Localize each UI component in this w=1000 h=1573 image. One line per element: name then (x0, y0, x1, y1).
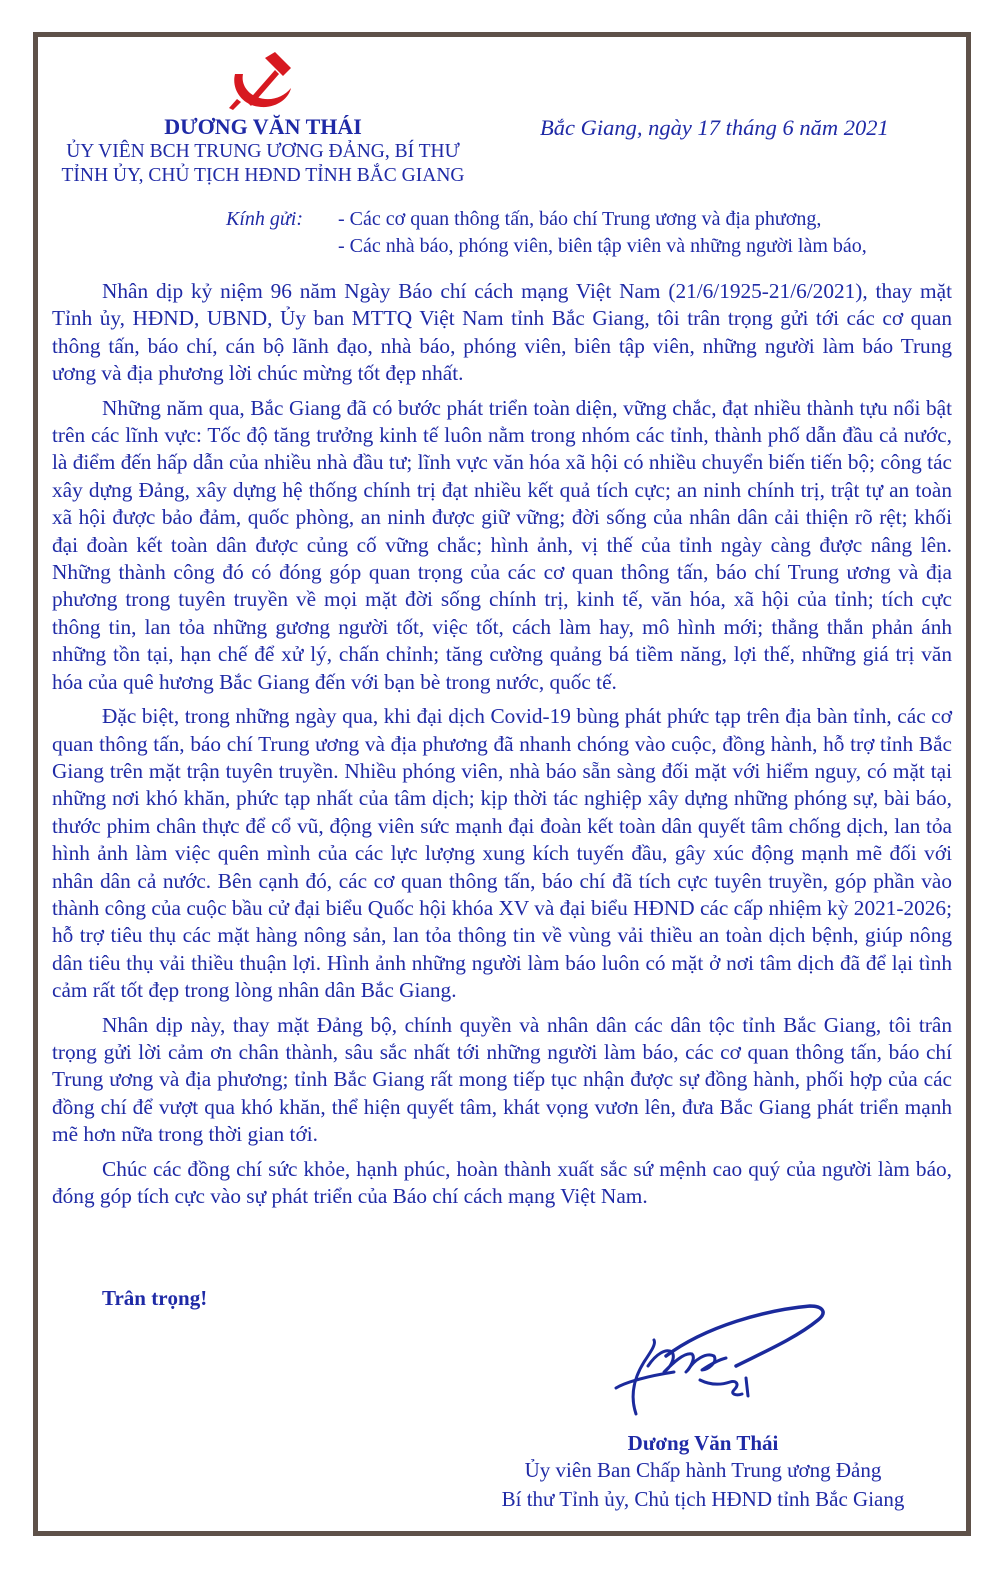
body-paragraph: Nhân dịp này, thay mặt Đảng bộ, chính quyền và nhân dân các dân tộc tỉnh Bắc Giang, tôi trân trọng gửi lời cảm ơn chân thành, sâu sắc nhất tới những người làm báo, các cơ quan thông tấn, báo chí Trung ương và địa phương; tỉnh Bắc Giang rất mong tiếp tục nhận được sự đồng hành, phối hợp của các đồng chí để vượt qua khó khăn, thể hiện quyết tâm, khát vọng vươn lên, đưa Bắc Giang phát triển mạnh mẽ hơn nữa trong thời gian tới. (52, 1012, 952, 1147)
body-paragraph: Những năm qua, Bắc Giang đã có bước phát triển toàn diện, vững chắc, đạt nhiều thành tựu nổi bật trên các lĩnh vực: Tốc độ tăng trưởng kinh tế luôn nằm trong nhóm các tỉnh, thành phố dẫn đầu cả nước, là điểm đến hấp dẫn của nhiều nhà đầu tư; lĩnh vực văn hóa xã hội có nhiều chuyển biến tiến bộ; công tác xây dựng Đảng, xây dựng hệ thống chính trị đạt nhiều kết quả tích cực; an ninh chính trị, trật tự an toàn xã hội được bảo đảm, quốc phòng, an ninh được giữ vững; đời sống của nhân dân cải thiện rõ rệt; khối đại đoàn kết toàn dân được củng cố vững chắc; hình ảnh, vị thế của tỉnh ngày càng được nâng lên. Những thành công đó có đóng góp quan trọng của các cơ quan thông tấn, báo chí Trung ương và địa phương trong tuyên truyền về mọi mặt đời sống chính trị, kinh tế, văn hóa, xã hội của tỉnh; tích cực thông tin, lan tỏa những gương người tốt, việc tốt, cách làm hay, mô hình mới; thẳng thắn phản ánh những tồn tại, hạn chế để xử lý, chấn chỉnh; tăng cường quảng bá tiềm năng, lợi thế, những giá trị văn hóa của quê hương Bắc Giang đến với bạn bè trong nước, quốc tế. (52, 395, 952, 694)
closing-greeting: Trân trọng! (102, 1286, 208, 1310)
handwritten-signature (596, 1296, 836, 1432)
body-paragraph: Nhân dịp kỷ niệm 96 năm Ngày Báo chí cách mạng Việt Nam (21/6/1925-21/6/2021), thay mặt Tỉnh ủy, HĐND, UBND, Ủy ban MTTQ Việt Nam tỉnh Bắc Giang, tôi trân trọng gửi tới các cơ quan thông tấn, báo chí, cán bộ lãnh đạo, nhà báo, phóng viên, biên tập viên, những người làm báo Trung ương và địa phương lời chúc mừng tốt đẹp nhất. (52, 279, 952, 386)
hammer-sickle-icon (225, 52, 297, 112)
place-date: Bắc Giang, ngày 17 tháng 6 năm 2021 (540, 115, 889, 140)
letter-body (52, 278, 952, 1217)
body-paragraph: Đặc biệt, trong những ngày qua, khi đại dịch Covid-19 bùng phát phức tạp trên địa bàn tỉnh, các cơ quan thông tấn, báo chí Trung ương và địa phương đã nhanh chóng vào cuộc, đồng hành, hỗ trợ tỉnh Bắc Giang trên mặt trận tuyên truyền. Nhiều phóng viên, nhà báo sẵn sàng đối mặt với hiểm nguy, có mặt tại những nơi khó khăn, phức tạp nhất của tâm dịch; kịp thời tác nghiệp xây dựng những phóng sự, bài báo, thước phim chân thực để cổ vũ, động viên sức mạnh đại đoàn kết toàn dân quyết tâm chống dịch, lan tỏa hình ảnh làm việc quên mình của các lực lượng xung kích tuyến đầu, gây xúc động mạnh mẽ đối với nhân dân cả nước. Bên cạnh đó, các cơ quan thông tấn, báo chí đã tích cực tuyên truyền, góp phần vào thành công của cuộc bầu cử đại biểu Quốc hội khóa XV và đại biểu HĐND các cấp nhiệm kỳ 2021-2026; hỗ trợ tiêu thụ các mặt hàng nông sản, lan tỏa thông tin về vùng vải thiều an toàn dịch bệnh, giúp nông dân tiêu thụ vải thiều thuận lợi. Hình ảnh những người làm báo luôn có mặt ở nơi tâm dịch đã để lại tình cảm rất tốt đẹp trong lòng nhân dân Bắc Giang. (52, 704, 952, 1003)
author-title-line1: ỦY VIÊN BCH TRUNG ƯƠNG ĐẢNG, BÍ THƯ (66, 141, 460, 162)
signer-title-line1: Ủy viên Ban Chấp hành Trung ương Đảng (524, 1458, 882, 1482)
signer-name: Dương Văn Thái (627, 1431, 779, 1455)
recipients-label: Kính gửi: (226, 208, 304, 230)
author-block (50, 114, 476, 188)
body-paragraph: Chúc các đồng chí sức khỏe, hạnh phúc, hoàn thành xuất sắc sứ mệnh cao quý của người làm báo, đóng góp tích cực vào sự phát triển của Báo chí cách mạng Việt Nam. (52, 1156, 952, 1208)
signer-title-line2: Bí thư Tỉnh ủy, Chủ tịch HĐND tỉnh Bắc Giang (501, 1487, 905, 1511)
signer-block (470, 1430, 936, 1514)
author-title-line2: TỈNH ỦY, CHỦ TỊCH HĐND TỈNH BẮC GIANG (61, 165, 465, 186)
recipient-item: - Các cơ quan thông tấn, báo chí Trung ương và địa phương, (338, 208, 822, 230)
author-name: DƯƠNG VĂN THÁI (164, 114, 362, 139)
recipient-item: - Các nhà báo, phóng viên, biên tập viên và những người làm báo, (338, 235, 867, 257)
